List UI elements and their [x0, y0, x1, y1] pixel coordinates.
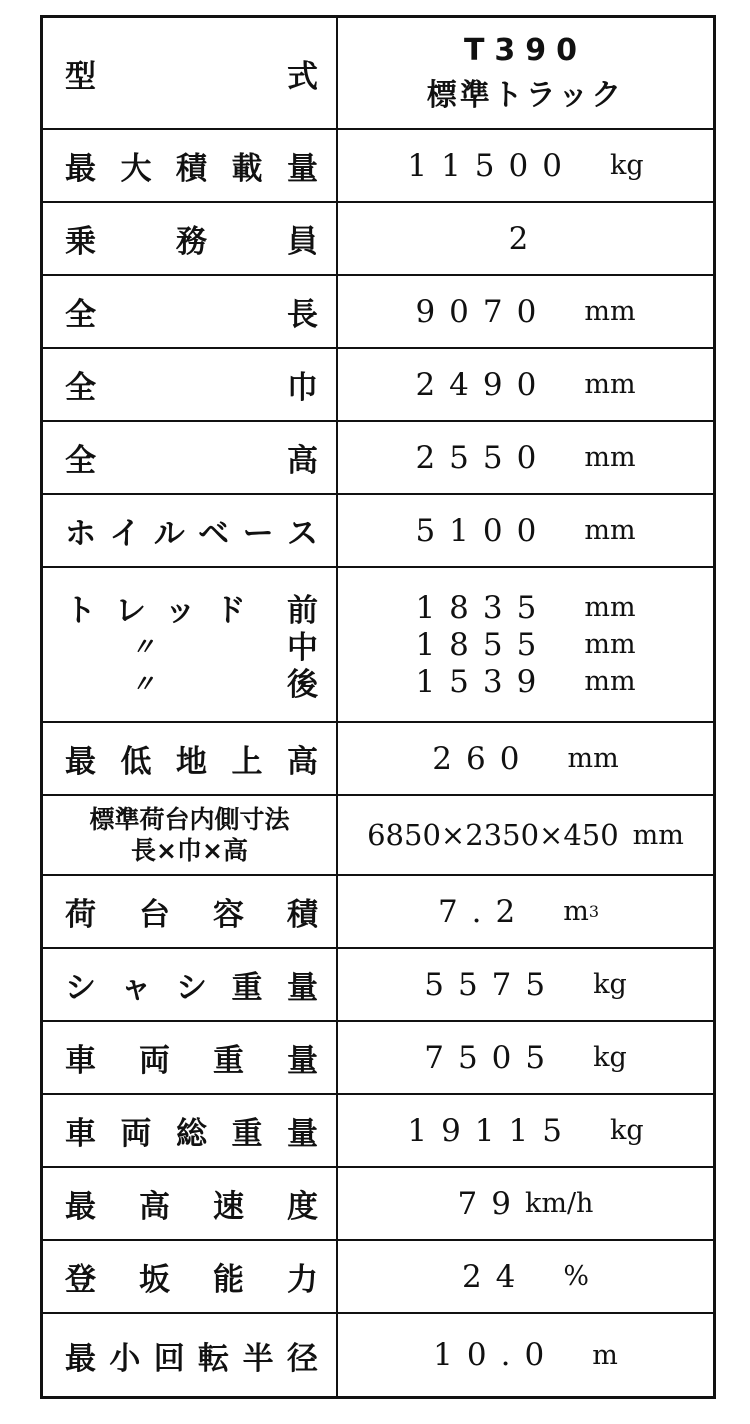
tread-name: 〃 — [131, 633, 155, 661]
spec-unit: kg — [593, 969, 627, 1000]
spec-label — [43, 276, 338, 347]
spec-label — [43, 18, 338, 128]
spec-label-char: 度 — [287, 1189, 318, 1225]
tread-label — [43, 568, 338, 721]
model-cell — [338, 18, 713, 128]
spec-value-cell — [338, 1022, 713, 1093]
dims-label-line: 長×巾×高 — [131, 836, 248, 865]
spec-row — [43, 1168, 713, 1241]
spec-row — [43, 949, 713, 1022]
spec-value: 7505 — [424, 1039, 560, 1076]
tread-position: 中 — [287, 630, 318, 666]
spec-unit: mm — [584, 515, 636, 546]
spec-label — [43, 1095, 338, 1166]
tread-value-line — [415, 663, 635, 700]
spec-label-char: 重 — [231, 1116, 263, 1152]
spec-unit: kg — [609, 1115, 644, 1146]
spec-label-char: 積 — [176, 151, 207, 187]
model-name: T390 — [463, 32, 588, 68]
spec-value: 1835 — [415, 589, 551, 626]
spec-unit: mm — [584, 369, 636, 400]
spec-value: 2550 — [415, 439, 551, 476]
spec-label-char: 長 — [287, 297, 318, 333]
spec-value: 1855 — [415, 626, 551, 663]
spec-unit: % — [563, 1261, 590, 1292]
spec-value: 24 — [461, 1258, 530, 1295]
spec-label-char: シ — [176, 970, 207, 1006]
spec-label — [43, 349, 338, 420]
tread-value-line — [415, 626, 635, 663]
spec-value: 9070 — [415, 293, 551, 330]
spec-unit: mm — [584, 296, 636, 327]
tread-line — [65, 663, 318, 703]
model-type: 標準トラック — [426, 77, 625, 113]
spec-value: 10.0 — [433, 1337, 559, 1373]
spec-label-char: 全 — [65, 443, 96, 479]
spec-unit-superscript: 3 — [588, 902, 614, 921]
spec-label — [43, 1168, 338, 1239]
spec-label-char: 回 — [153, 1340, 185, 1377]
spec-row — [43, 1095, 713, 1168]
spec-row — [43, 349, 713, 422]
spec-value: 2 — [508, 220, 543, 257]
spec-label — [43, 876, 338, 947]
spec-value: 5100 — [415, 512, 551, 549]
spec-row — [43, 876, 713, 949]
spec-value-cell — [338, 276, 713, 347]
spec-label-char: 両 — [120, 1116, 152, 1152]
spec-value-cell — [338, 876, 713, 947]
spec-label-char: 員 — [287, 224, 318, 260]
dims-label — [43, 796, 338, 874]
spec-row — [43, 130, 713, 203]
spec-label-char: 高 — [139, 1189, 170, 1225]
spec-unit: mm — [567, 743, 619, 774]
spec-label-char: 荷 — [65, 897, 96, 933]
spec-unit: m — [592, 1339, 618, 1371]
spec-label-char: 半 — [242, 1340, 274, 1377]
spec-label-char: 車 — [65, 1043, 96, 1079]
spec-value-cell — [338, 723, 713, 794]
tread-values — [338, 568, 713, 721]
spec-value-cell — [338, 130, 713, 201]
spec-label-char: 最 — [65, 744, 96, 780]
spec-value: 6850×2350×450 — [367, 818, 619, 852]
spec-label-char: 転 — [198, 1340, 230, 1377]
spec-label-char: 高 — [287, 443, 318, 479]
spec-value-cell — [338, 949, 713, 1020]
spec-label-char: 量 — [287, 151, 318, 187]
spec-value-cell — [338, 1314, 713, 1396]
spec-label — [43, 1241, 338, 1312]
tread-name: トレッド — [65, 593, 265, 629]
spec-label-char: 務 — [176, 224, 207, 260]
spec-value-cell — [338, 1241, 713, 1312]
spec-label-char: 載 — [231, 151, 263, 187]
tread-value-line — [415, 589, 635, 626]
spec-label-char: 最 — [65, 1340, 96, 1377]
spec-row — [43, 723, 713, 796]
spec-label-char: 上 — [231, 744, 263, 780]
spec-label-char: 速 — [213, 1189, 244, 1225]
spec-row — [43, 1022, 713, 1095]
spec-row — [43, 796, 713, 876]
spec-row — [43, 568, 713, 723]
spec-unit: mm — [584, 592, 636, 623]
tread-name: 〃 — [131, 670, 155, 698]
spec-label-char: 総 — [176, 1116, 207, 1152]
spec-label-char: 両 — [139, 1043, 170, 1079]
spec-label — [43, 1314, 338, 1396]
spec-label-char: ャ — [120, 970, 152, 1006]
spec-label-char: 全 — [65, 297, 96, 333]
spec-row — [43, 1314, 713, 1396]
spec-value-cell — [338, 349, 713, 420]
spec-label — [43, 495, 338, 566]
spec-unit: kg — [609, 150, 644, 181]
spec-label-char: 低 — [120, 744, 152, 780]
spec-value: 5575 — [424, 966, 560, 1003]
spec-row — [43, 18, 713, 130]
spec-value: 7.2 — [437, 893, 530, 930]
tread-position: 後 — [287, 667, 318, 703]
spec-label-char: 量 — [287, 970, 318, 1006]
dims-label-line: 標準荷台内側寸法 — [89, 804, 290, 834]
spec-value: 2490 — [415, 366, 551, 403]
spec-label-char: 最 — [65, 151, 96, 187]
spec-label-char: 車 — [65, 1116, 96, 1152]
spec-label-char: シ — [65, 970, 96, 1006]
spec-label-char: ホ — [65, 516, 96, 552]
spec-unit: mm — [584, 666, 636, 697]
spec-label-char: イ — [109, 516, 141, 552]
spec-label-char: 坂 — [139, 1262, 170, 1298]
spec-label-char: 式 — [287, 58, 318, 95]
spec-label-char: 量 — [287, 1043, 318, 1079]
spec-value-cell — [338, 1168, 713, 1239]
spec-label — [43, 723, 338, 794]
spec-row — [43, 276, 713, 349]
spec-label-char: ー — [242, 516, 274, 552]
spec-unit: mm — [584, 442, 636, 473]
spec-label-char: 重 — [231, 970, 263, 1006]
spec-row — [43, 422, 713, 495]
spec-label — [43, 1022, 338, 1093]
spec-label-char: 台 — [139, 897, 170, 933]
spec-label — [43, 130, 338, 201]
spec-value-cell — [338, 422, 713, 493]
spec-table — [40, 15, 716, 1399]
spec-label-char: 巾 — [287, 370, 318, 406]
spec-label-char: 地 — [176, 744, 207, 780]
spec-label-char: 径 — [286, 1340, 318, 1377]
spec-label-char: 容 — [213, 897, 244, 933]
spec-label-char: 登 — [65, 1262, 96, 1298]
spec-label — [43, 203, 338, 274]
spec-unit: kg — [593, 1042, 627, 1073]
spec-label-char: 乗 — [65, 224, 96, 260]
spec-label-char: 量 — [287, 1116, 318, 1152]
spec-label-char: 型 — [65, 58, 96, 95]
spec-value: 1539 — [415, 663, 551, 700]
spec-label-char: 力 — [287, 1262, 318, 1298]
spec-unit: mm — [632, 819, 684, 851]
spec-label-char: 全 — [65, 370, 96, 406]
spec-value: 11500 — [407, 147, 576, 184]
spec-row — [43, 203, 713, 276]
spec-unit: mm — [584, 629, 636, 660]
spec-label-char: 重 — [213, 1043, 244, 1079]
spec-row — [43, 495, 713, 568]
spec-value: 260 — [432, 740, 534, 777]
tread-line — [65, 589, 318, 629]
spec-value-cell — [338, 1095, 713, 1166]
spec-value: 19115 — [407, 1112, 576, 1149]
spec-value: 79 — [457, 1185, 525, 1222]
spec-label-char: ス — [286, 516, 318, 552]
tread-position: 前 — [287, 593, 318, 629]
spec-label — [43, 422, 338, 493]
spec-row — [43, 1241, 713, 1314]
spec-label-char: 高 — [287, 744, 318, 780]
spec-label-char: 能 — [213, 1262, 244, 1298]
spec-label-char: 積 — [287, 897, 318, 933]
spec-label-char: 最 — [65, 1189, 96, 1225]
spec-unit: m — [563, 896, 589, 927]
spec-label-char: ベ — [198, 516, 230, 552]
spec-label-char: ル — [153, 516, 185, 552]
spec-value-cell — [338, 495, 713, 566]
spec-label-char: 大 — [120, 151, 152, 187]
spec-value-cell — [338, 796, 713, 874]
tread-line — [65, 626, 318, 666]
spec-value-cell — [338, 203, 713, 274]
spec-unit: km/h — [525, 1188, 594, 1219]
spec-label-char: 小 — [109, 1340, 141, 1377]
spec-label — [43, 949, 338, 1020]
